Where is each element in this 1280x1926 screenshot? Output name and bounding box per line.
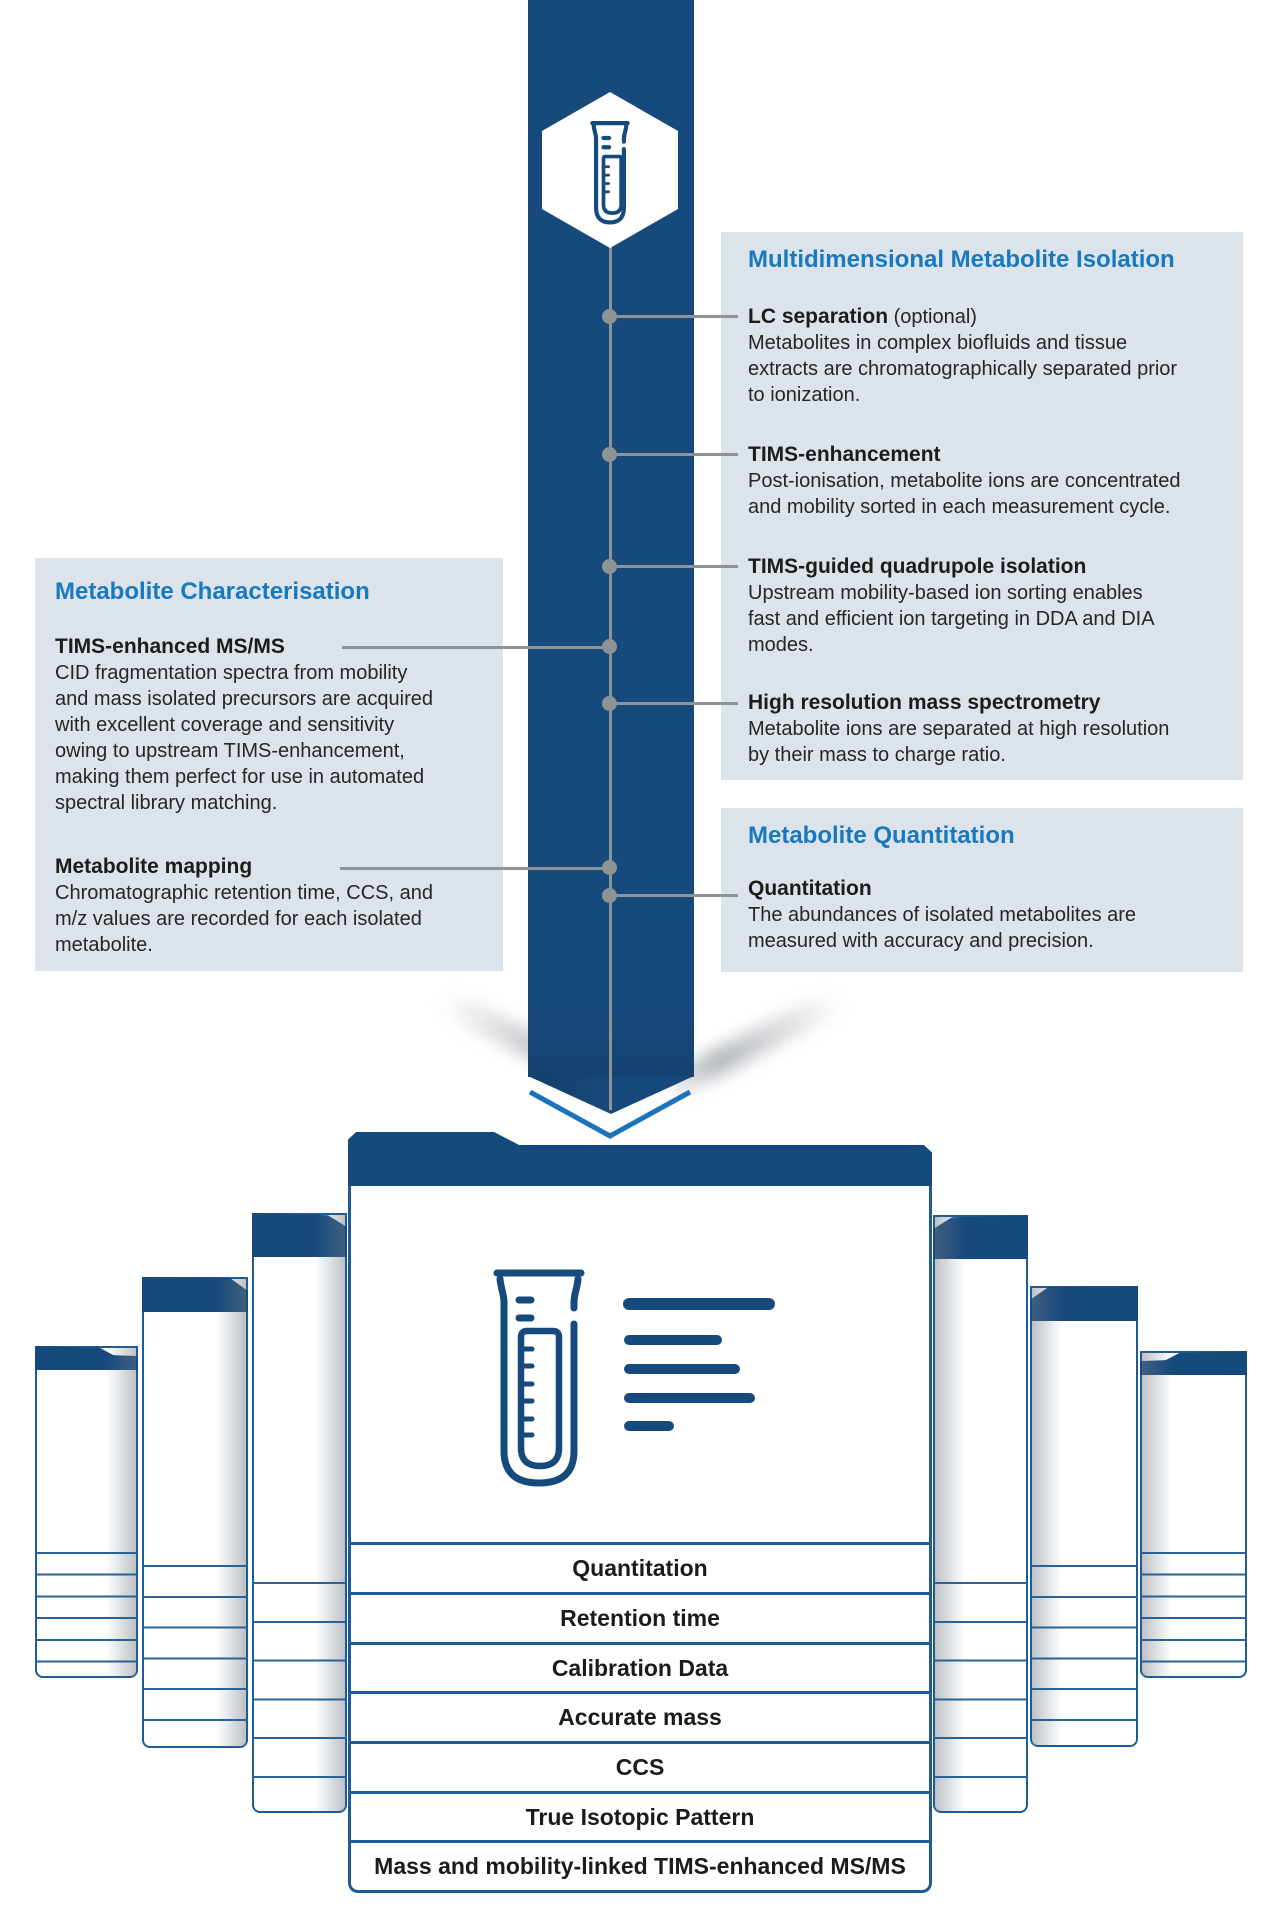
data-row: CCS [351,1741,929,1791]
item-lc-separation [748,304,1230,408]
item-heading-suffix: (optional) [888,306,977,328]
item-tims-enhanced-msms [55,634,485,816]
item-heading: TIMS-enhanced MS/MS [55,635,285,658]
data-row: True Isotopic Pattern [351,1791,929,1841]
isolation-title: Multidimensional Metabolite Isolation [748,246,1175,273]
characterisation-box [35,558,503,971]
card-rows-lines [252,1582,347,1815]
data-row: Calibration Data [351,1642,929,1692]
folder-rows [351,1542,929,1890]
card-rows-lines [1140,1552,1247,1682]
stacked-card [35,1346,138,1678]
item-quantitation [748,876,1230,954]
connector-dot [602,447,617,462]
connector-dot [602,696,617,711]
folder-card [348,1132,932,1893]
item-body: The abundances of isolated metabolites are measured with accuracy and precision. [748,904,1137,952]
connector-dot [602,888,617,903]
item-body: Metabolite ions are separated at high resolution by their mass to charge ratio. [748,718,1170,766]
item-heading: Metabolite mapping [55,855,253,878]
flow-connector-line [609,246,612,1110]
item-body: Chromatographic retention time, CCS, and m/z values are recorded for each isolated metabolite. [55,882,433,956]
item-body: Post-ionisation, metabolite ions are concentrated and mobility sorted in each measurement cycle. [748,470,1181,518]
stacked-card [252,1213,347,1813]
connector-line [342,646,610,649]
folder-card-body [348,1186,932,1893]
card-rows-lines [35,1552,138,1682]
connector-line [610,453,738,456]
connector-dot [602,309,617,324]
chevron-down-icon [524,1084,696,1144]
connector-line [610,702,738,705]
test-tube-icon [481,1252,786,1497]
connector-line [610,315,738,318]
connector-line [610,565,738,568]
item-high-resolution-ms [748,690,1230,768]
stacked-card [933,1215,1028,1813]
item-body: Metabolites in complex biofluids and tissue extracts are chromatographically separated prior to ionization. [748,332,1178,406]
item-heading: Quantitation [748,877,872,900]
data-row: Accurate mass [351,1691,929,1741]
card-rows-lines [933,1582,1028,1815]
report-icon-group [481,1252,786,1497]
connector-dot [602,559,617,574]
connector-dot [602,639,617,654]
stacked-card [1140,1351,1247,1678]
item-heading: High resolution mass spectrometry [748,691,1101,714]
item-tims-guided-quadrupole [748,554,1230,658]
item-body: CID fragmentation spectra from mobility and mass isolated precursors are acquired with excellent coverage and sensitivity owing to upstream TIMS-enhancement, making them perfect for use in automated spectral library matching. [55,662,433,814]
item-heading: LC separation [748,305,889,328]
connector-line [610,894,738,897]
quantitation-title: Metabolite Quantitation [748,822,1015,849]
item-tims-enhancement [748,442,1230,520]
card-rows-lines [1030,1565,1138,1750]
item-heading: TIMS-guided quadrupole isolation [748,555,1087,578]
connector-dot [602,860,617,875]
item-body: Upstream mobility-based ion sorting enables fast and efficient ion targeting in DDA and DIA modes. [748,582,1155,656]
characterisation-title: Metabolite Characterisation [55,578,370,605]
stacked-card [142,1277,248,1748]
quantitation-box [721,808,1243,972]
report-lines-icon [629,1304,769,1426]
stacked-card [1030,1286,1138,1747]
test-tube-icon [583,112,637,228]
connector-line [340,867,610,870]
data-row: Retention time [351,1592,929,1642]
data-row: Quantitation [351,1542,929,1592]
card-rows-lines [142,1565,248,1750]
data-row: Mass and mobility-linked TIMS-enhanced MS/MS [351,1840,929,1890]
item-heading: TIMS-enhancement [748,443,941,466]
isolation-box [721,232,1243,780]
